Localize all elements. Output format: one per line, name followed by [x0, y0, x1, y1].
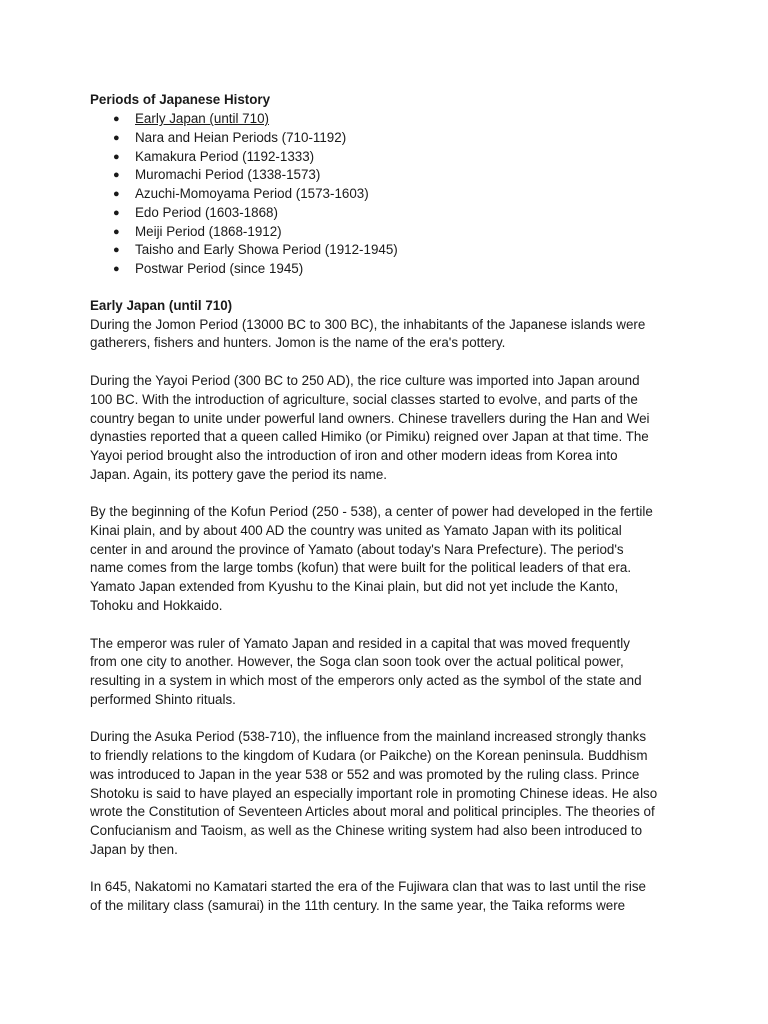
toc-label-muromachi: Muromachi Period (1338-1573): [135, 167, 321, 183]
bullet-icon: ●: [113, 244, 120, 257]
toc-item-kamakura: [90, 148, 690, 167]
toc-label-kamakura: Kamakura Period (1192-1333): [135, 148, 315, 164]
paragraph-jomon: During the Jomon Period (13000 BC to 300 BC), the inhabitants of the Japanese islands were gatherers, fishers and hunters. Jomon is the name of the era's pottery.: [90, 316, 646, 351]
paragraph-fujiwara: In 645, Nakatomi no Kamatari started the era of the Fujiwara clan that was to last until the rise of the military class (samurai) in the 11th century. In the same year, the Taika reforms were: [90, 879, 646, 914]
toc-item-postwar: [90, 260, 690, 279]
paragraph-emperor: The emperor was ruler of Yamato Japan and resided in a capital that was moved frequently from one city to another. However, the Soga clan soon took over the actual political power, resulting in a system in which most of the emperors only acted as the symbol of the state and performed Shinto rituals.: [90, 635, 642, 707]
toc-label-meiji: Meiji Period (1868-1912): [135, 223, 282, 239]
bullet-icon: ●: [113, 150, 120, 163]
document-page: [90, 91, 690, 935]
paragraph-kofun: By the beginning of the Kofun Period (250 - 538), a center of power had developed in the fertile Kinai plain, and by about 400 AD the country was united as Yamato Japan with its political center in and around the province of Yamato (about today's Nara Prefecture). The period's name comes from the large tombs (kofun) that were built for the political leaders of that era. Yamato Japan extended from Kyushu to the Kinai plain, but did not yet include the Kanto, Tohoku and Hokkaido.: [90, 504, 653, 613]
toc-link-early-japan[interactable]: Early Japan (until 710): [135, 111, 269, 126]
toc-label-postwar: Postwar Period (since 1945): [135, 261, 304, 276]
toc-label-taisho-showa: Taisho and Early Showa Period (1912-1945): [135, 242, 398, 258]
document-heading: Periods of Japanese History: [90, 92, 271, 107]
toc-item-nara-heian: [90, 129, 690, 148]
toc-item-taisho-showa: [90, 241, 690, 260]
toc-item-meiji: [90, 223, 690, 242]
paragraph-yayoi: During the Yayoi Period (300 BC to 250 AD), the rice culture was imported into Japan around 100 BC. With the introduction of agriculture, social classes started to evolve, and parts of the country began to unite under powerful land owners. Chinese travellers during the Han and Wei dynasties reported that a queen called Himiko (or Pimiku) reigned over Japan at that time. The Yayoi period brought also the introduction of iron and other modern ideas from Korea into Japan. Again, its pottery gave the period its name.: [90, 373, 650, 482]
bullet-icon: ●: [113, 169, 120, 182]
bullet-icon: ●: [113, 225, 120, 238]
toc-label-nara-heian: Nara and Heian Periods (710-1192): [135, 129, 347, 145]
bullet-icon: ●: [113, 263, 120, 275]
bullet-icon: ●: [113, 131, 120, 144]
table-of-contents: [90, 110, 690, 279]
toc-label-azuchi-momoyama: Azuchi-Momoyama Period (1573-1603): [135, 186, 369, 201]
bullet-icon: ●: [113, 188, 120, 200]
toc-item-early-japan[interactable]: [90, 110, 690, 129]
toc-label-edo: Edo Period (1603-1868): [135, 204, 278, 220]
bullet-icon: ●: [113, 113, 120, 125]
toc-item-edo: [90, 204, 690, 223]
paragraph-asuka: During the Asuka Period (538-710), the influence from the mainland increased strongly thanks to friendly relations to the kingdom of Kudara (or Paikche) on the Korean peninsula. Buddhism was introduced to Japan in the year 538 or 552 and was promoted by the ruling class. Prince Shotoku is said to have played an especially important role in promoting Chinese ideas. He also wrote the Constitution of Seventeen Articles about moral and political principles. The theories of Confucianism and Taoism, as well as the Chinese writing system had also been introduced to Japan by then.: [90, 729, 658, 857]
section-title-early-japan: Early Japan (until 710): [90, 297, 233, 313]
bullet-icon: ●: [113, 206, 120, 219]
toc-item-muromachi: [90, 166, 690, 185]
toc-item-azuchi-momoyama: [90, 185, 690, 204]
